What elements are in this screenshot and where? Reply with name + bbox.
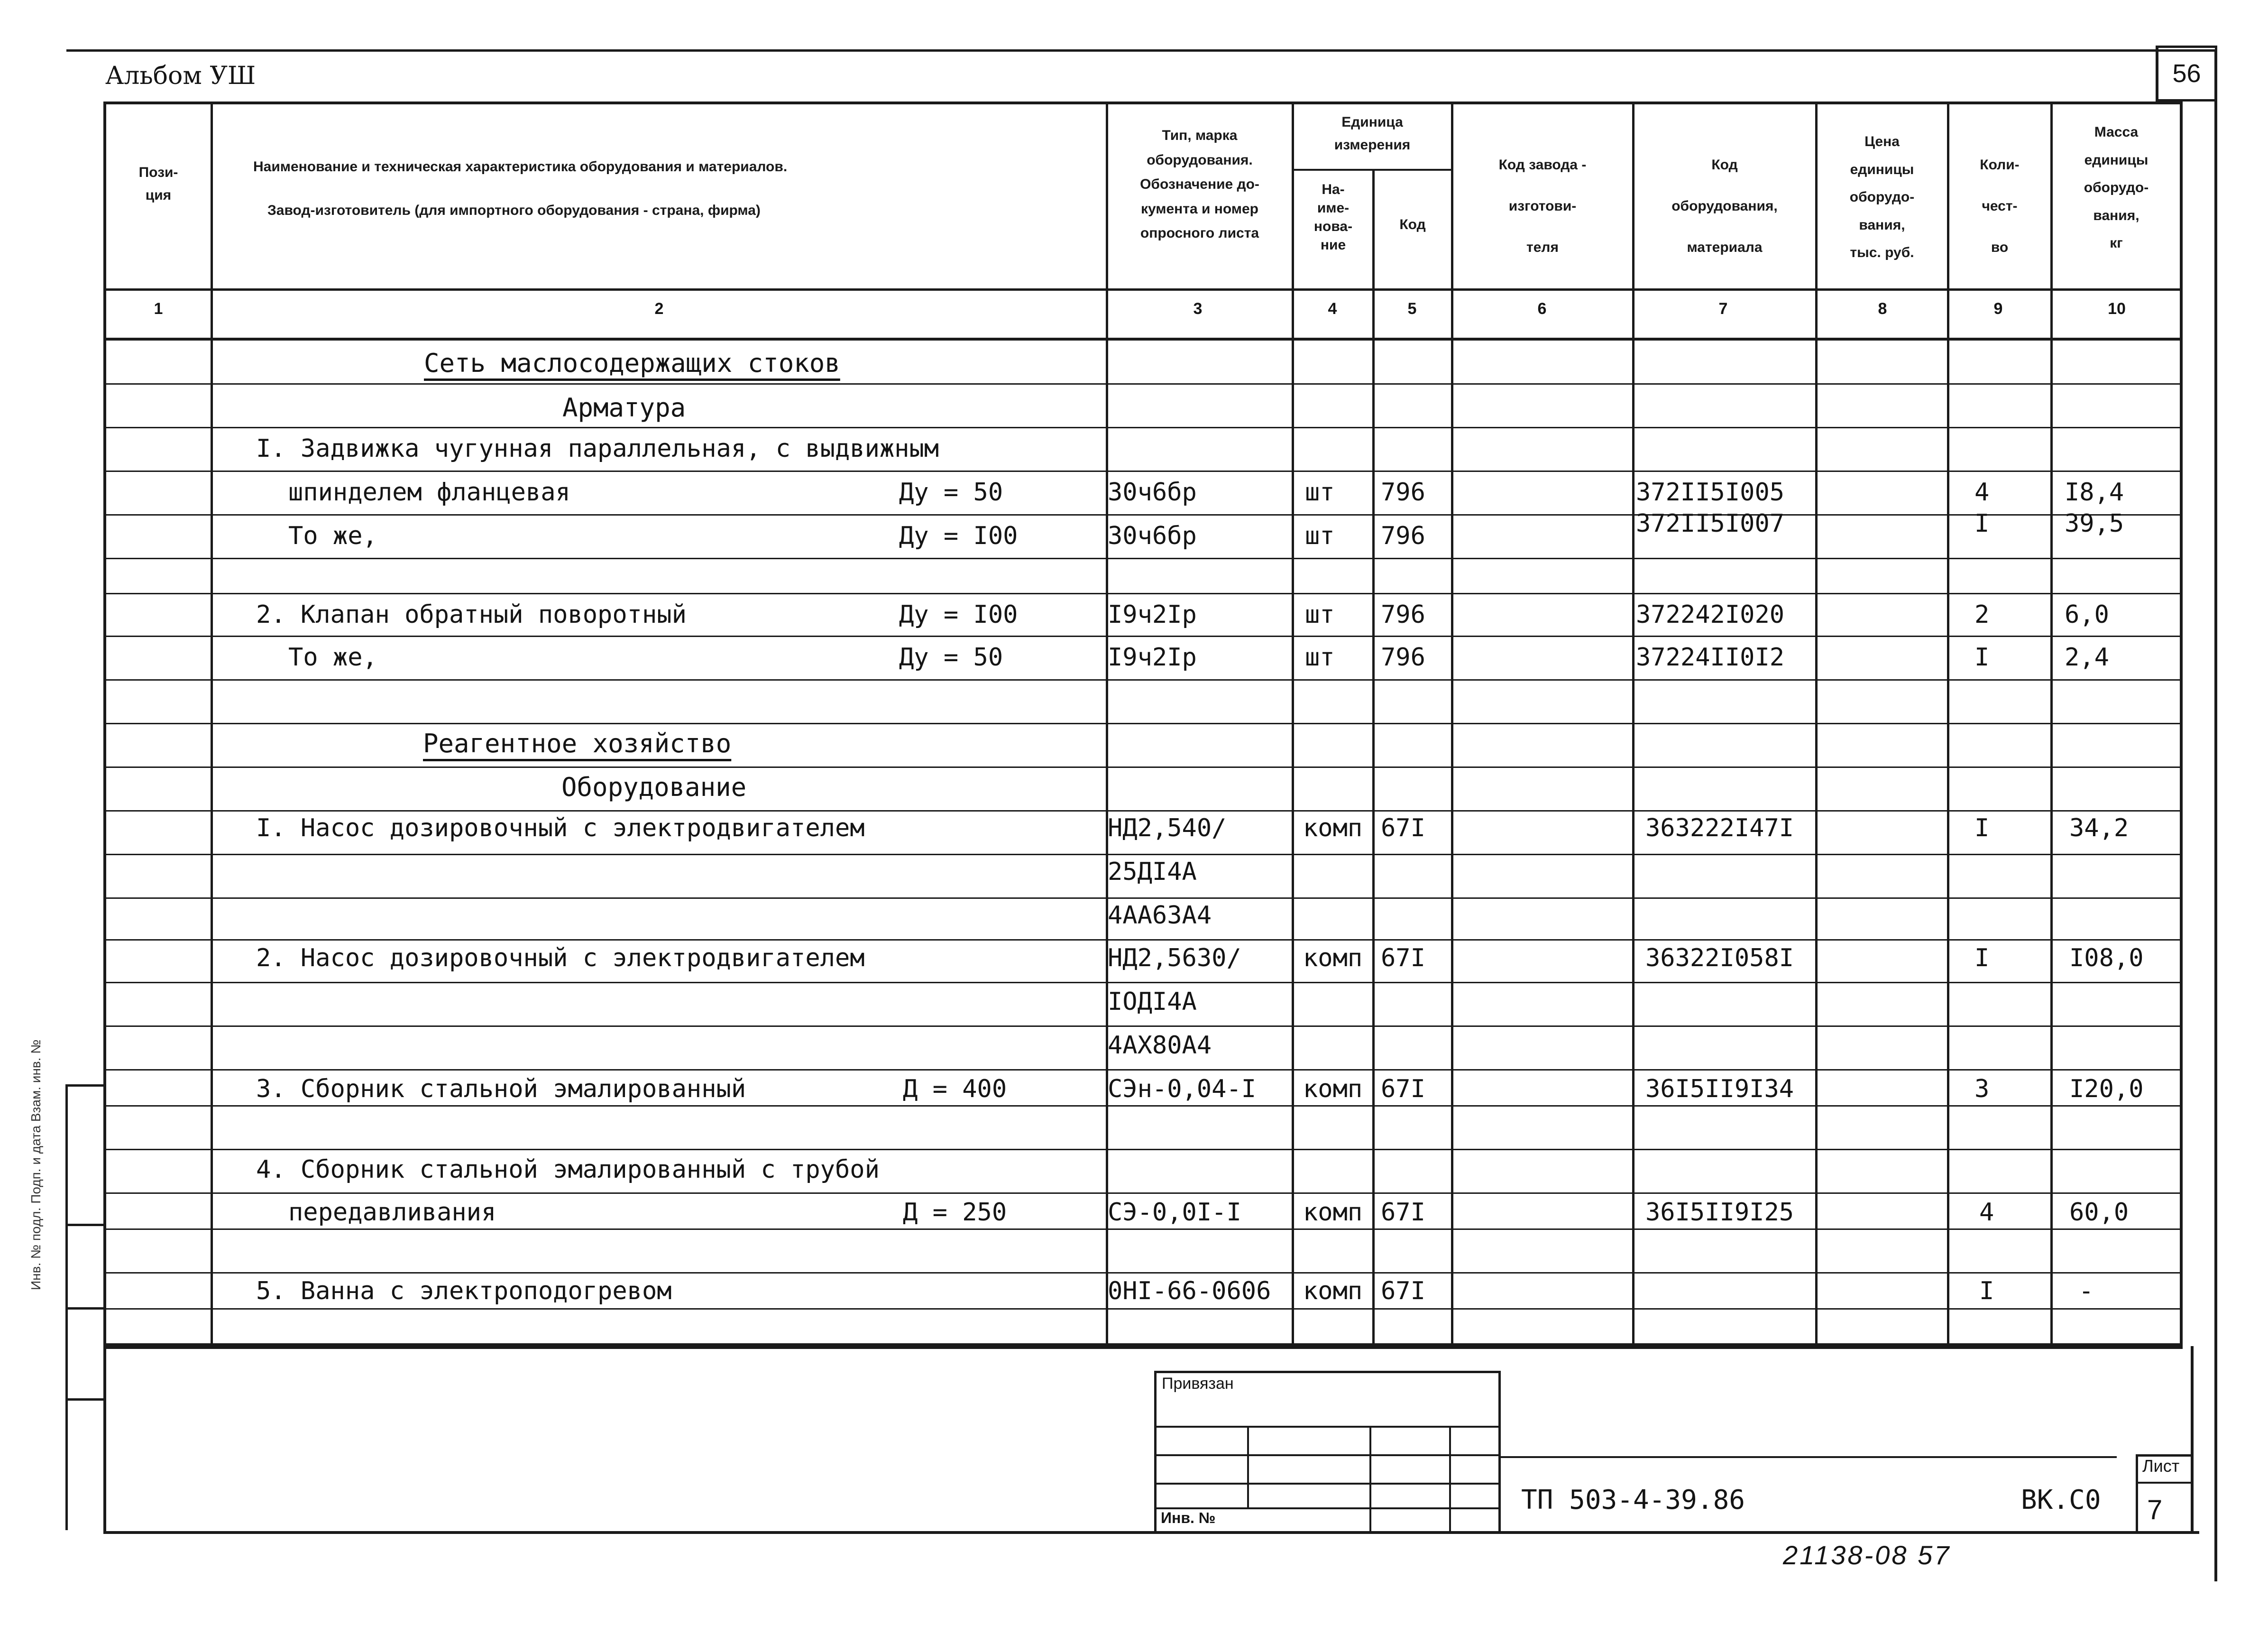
title-block-top bbox=[1500, 1456, 2117, 1458]
item-name: передавливания bbox=[288, 1198, 496, 1227]
col-header-name-line1: Наименование и техническая характеристика оборудования и материалов. bbox=[253, 159, 788, 175]
margin-vertical-text: Инв. № подл. Подп. и дата Взам. инв. № bbox=[28, 1039, 43, 1290]
col-number: 2 bbox=[654, 300, 664, 318]
left-strip-tick bbox=[65, 1224, 105, 1226]
item-mark: 0НI-66-0606 bbox=[1108, 1277, 1271, 1305]
item-unit: комп bbox=[1303, 814, 1363, 842]
section-title: Сеть маслосодержащих стоков bbox=[424, 348, 840, 378]
page-number: 56 bbox=[2156, 46, 2217, 102]
item-param: Д = 250 bbox=[903, 1198, 1007, 1227]
item-param: Ду = 50 bbox=[899, 643, 1003, 672]
item-mark: 4АХ80А4 bbox=[1108, 1031, 1212, 1060]
item-quantity: I bbox=[1974, 509, 1990, 538]
item-mass: I8,4 bbox=[2065, 478, 2124, 507]
col-header-mass: Масса единицы оборудо- вания, кг bbox=[2084, 124, 2149, 251]
item-name: I. Насос дозировочный с электродвигателем bbox=[256, 814, 865, 842]
item-param: Д = 400 bbox=[903, 1075, 1007, 1103]
album-label: Альбом УШ bbox=[105, 62, 256, 90]
item-mass: I08,0 bbox=[2069, 944, 2144, 972]
item-mark: I9ч2Iр bbox=[1108, 600, 1197, 629]
item-equipment-code: 36I5II9I34 bbox=[1645, 1075, 1794, 1103]
col-number: 7 bbox=[1718, 300, 1728, 318]
left-strip-tick bbox=[65, 1398, 105, 1401]
item-quantity: I bbox=[1974, 814, 1990, 842]
col-header-type: Тип, марка оборудования. Обозначение до- кумента и номер опросного листа bbox=[1140, 128, 1259, 241]
item-mark: 4АА63А4 bbox=[1108, 901, 1212, 930]
item-name: 2. Клапан обратный поворотный bbox=[256, 600, 687, 629]
item-mark: 25ДI4А bbox=[1108, 858, 1197, 886]
bottom-frame-bottom bbox=[103, 1531, 2199, 1534]
item-mark: 30ч6бр bbox=[1108, 478, 1197, 507]
item-mark: I9ч2Iр bbox=[1108, 643, 1197, 672]
col-header-unit: Единица измерения bbox=[1334, 114, 1411, 153]
left-strip-tick bbox=[65, 1084, 105, 1087]
item-quantity: I bbox=[1974, 944, 1990, 972]
item-unit: комп bbox=[1303, 1277, 1363, 1305]
col-number: 10 bbox=[2108, 300, 2126, 318]
item-unit-code: 67I bbox=[1381, 1198, 1425, 1227]
item-unit-code: 67I bbox=[1381, 814, 1425, 842]
item-mark: СЭ-0,0I-I bbox=[1108, 1198, 1241, 1227]
col-header-name-line2: Завод-изготовитель (для импортного оборудования - страна, фирма) bbox=[267, 203, 761, 218]
item-equipment-code: 372II5I005 bbox=[1636, 478, 1785, 507]
col-number: 8 bbox=[1878, 300, 1887, 318]
item-name: То же, bbox=[288, 643, 377, 672]
item-unit: шт bbox=[1305, 643, 1335, 672]
item-name: 4. Сборник стальной эмалированный с трубой bbox=[256, 1155, 880, 1184]
item-equipment-code: 36322I058I bbox=[1645, 944, 1794, 972]
bottom-frame-left bbox=[103, 1346, 106, 1534]
attached-label: Привязан bbox=[1162, 1375, 1234, 1393]
col-header-factory-code: Код завода - изготови- теля bbox=[1498, 157, 1587, 255]
item-param: Ду = I00 bbox=[899, 522, 1018, 550]
item-param: Ду = 50 bbox=[899, 478, 1003, 507]
item-quantity: 2 bbox=[1974, 600, 1990, 629]
item-mark: 30ч6бр bbox=[1108, 522, 1197, 550]
item-unit: шт bbox=[1305, 522, 1335, 550]
item-unit: комп bbox=[1303, 1075, 1363, 1103]
item-unit-code: 796 bbox=[1381, 643, 1425, 672]
item-quantity: I bbox=[1979, 1277, 1994, 1305]
item-mark: НД2,540/ bbox=[1108, 814, 1227, 842]
col-header-quantity: Коли- чест- во bbox=[1980, 157, 2020, 255]
item-name: I. Задвижка чугунная параллельная, с выдвижным bbox=[256, 434, 939, 463]
item-mass: 6,0 bbox=[2065, 600, 2109, 629]
item-unit: комп bbox=[1303, 1198, 1363, 1227]
item-unit-code: 67I bbox=[1381, 944, 1425, 972]
item-unit: шт bbox=[1305, 600, 1335, 629]
item-name: шпинделем фланцевая bbox=[288, 478, 570, 507]
col-header-price: Цена единицы оборудо- вания, тыс. руб. bbox=[1849, 134, 1915, 260]
item-unit-code: 796 bbox=[1381, 600, 1425, 629]
subsection-title: Арматура bbox=[562, 393, 686, 423]
specification-table bbox=[103, 102, 2183, 1349]
document-code: ТП 503-4-39.86 bbox=[1521, 1485, 1745, 1515]
item-mass: 2,4 bbox=[2065, 643, 2109, 672]
item-mass: 60,0 bbox=[2069, 1198, 2129, 1227]
col-number: 4 bbox=[1328, 300, 1337, 318]
item-name: 2. Насос дозировочный с электродвигателем bbox=[256, 944, 865, 972]
item-unit-code: 67I bbox=[1381, 1075, 1425, 1103]
col-header-equipment-code: Код оборудования, материала bbox=[1671, 157, 1778, 255]
col-header-unit-name: На- име- нова- ние bbox=[1313, 182, 1353, 253]
title-block-sheet-box bbox=[2136, 1456, 2138, 1533]
item-name: 3. Сборник стальной эмалированный bbox=[256, 1075, 746, 1103]
item-quantity: 4 bbox=[1974, 478, 1990, 507]
footer-number: 21138-08 57 bbox=[1783, 1540, 1951, 1570]
inventory-number-label: Инв. № bbox=[1161, 1509, 1216, 1526]
sheet-label: Лист bbox=[2142, 1456, 2180, 1476]
top-border-line bbox=[66, 49, 2217, 52]
item-unit: шт bbox=[1305, 478, 1335, 507]
item-equipment-code: 37224II0I2 bbox=[1636, 643, 1785, 672]
col-number: 5 bbox=[1407, 300, 1417, 318]
item-unit: комп bbox=[1303, 944, 1363, 972]
item-quantity: 3 bbox=[1974, 1075, 1990, 1103]
section-title: Реагентное хозяйство bbox=[423, 729, 732, 758]
item-mass: - bbox=[2079, 1277, 2094, 1305]
col-number: 9 bbox=[1993, 300, 2003, 318]
item-equipment-code: 363222I47I bbox=[1645, 814, 1794, 842]
item-mark: СЭн-0,04-I bbox=[1108, 1075, 1257, 1103]
right-border-line bbox=[2214, 49, 2217, 1581]
item-name: 5. Ванна с электроподогревом bbox=[256, 1277, 672, 1305]
title-block-sheet-mid bbox=[2136, 1482, 2193, 1484]
col-header-unit-code: Код bbox=[1399, 217, 1426, 232]
item-quantity: I bbox=[1974, 643, 1990, 672]
item-mark: НД2,5630/ bbox=[1108, 944, 1241, 972]
item-equipment-code: 372II5I007 bbox=[1636, 509, 1785, 538]
sheet-number: 7 bbox=[2147, 1495, 2163, 1525]
item-unit-code: 796 bbox=[1381, 522, 1425, 550]
item-mass: 39,5 bbox=[2065, 509, 2124, 538]
sheet-code: ВК.С0 bbox=[2021, 1485, 2101, 1515]
left-strip-tick bbox=[65, 1307, 105, 1310]
item-equipment-code: 372242I020 bbox=[1636, 600, 1785, 629]
item-param: Ду = I00 bbox=[899, 600, 1018, 629]
item-mass: I20,0 bbox=[2069, 1075, 2144, 1103]
item-mark: IОДI4А bbox=[1108, 988, 1197, 1016]
col-number: 6 bbox=[1537, 300, 1547, 318]
item-name: То же, bbox=[288, 522, 377, 550]
item-mass: 34,2 bbox=[2069, 814, 2129, 842]
col-number: 3 bbox=[1193, 300, 1203, 318]
col-header-position: Пози- ция bbox=[138, 165, 178, 203]
item-unit-code: 796 bbox=[1381, 478, 1425, 507]
col-number: 1 bbox=[154, 300, 163, 318]
bottom-frame-right bbox=[2191, 1346, 2194, 1534]
item-equipment-code: 36I5II9I25 bbox=[1645, 1198, 1794, 1227]
subsection-title: Оборудование bbox=[561, 772, 747, 802]
item-quantity: 4 bbox=[1979, 1198, 1994, 1227]
item-unit-code: 67I bbox=[1381, 1277, 1425, 1305]
